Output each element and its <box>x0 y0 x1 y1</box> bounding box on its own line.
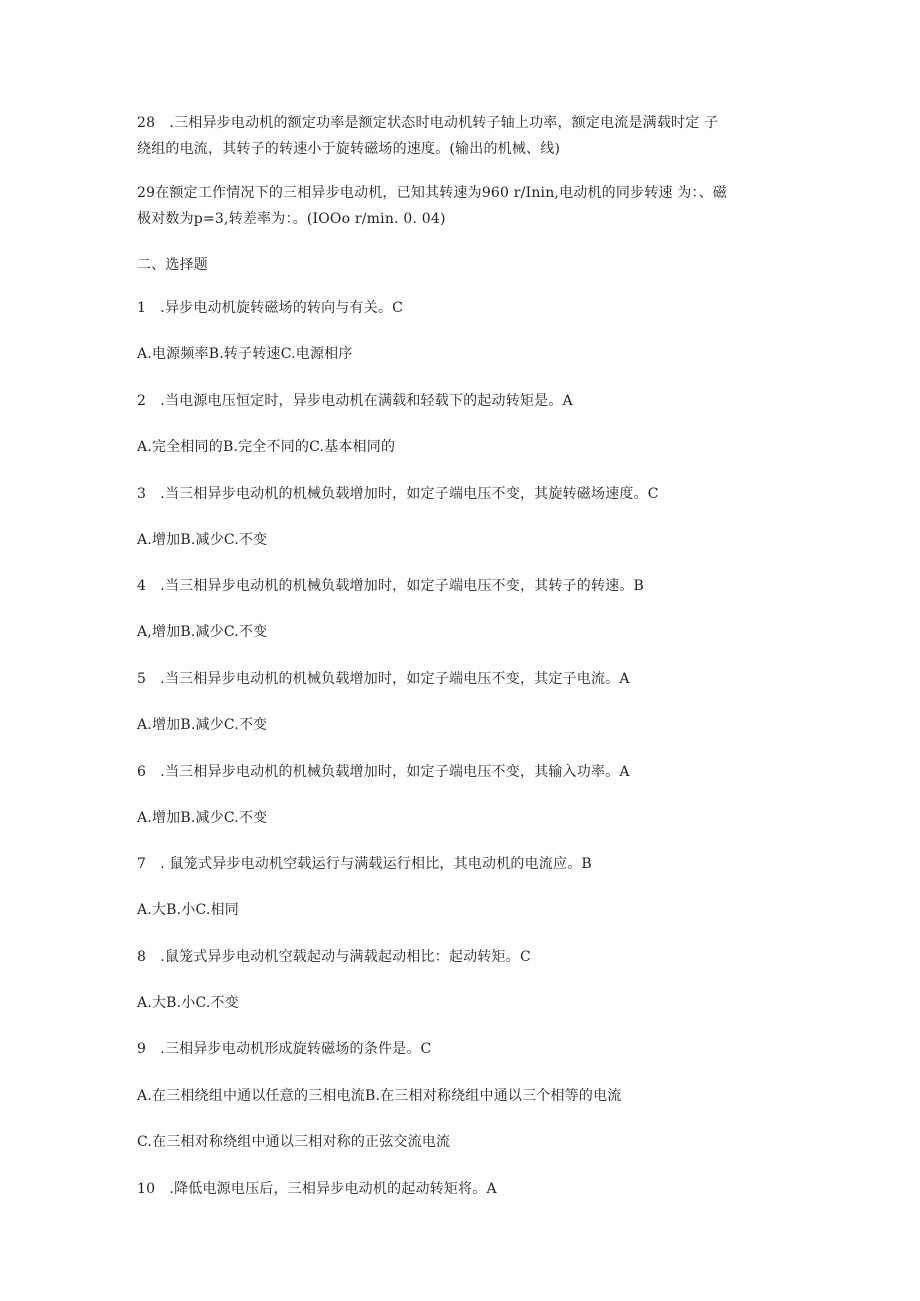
question-8-options: A.大B.小C.不变 <box>137 995 239 1011</box>
question-4-options: A,增加B.减少C.不变 <box>137 624 268 640</box>
question-10: 10 .降低电源电压后，三相异步电动机的起动转矩将。A <box>137 1181 497 1197</box>
question-7: 7 . 鼠笼式异步电动机空载运行与满载运行相比，其电动机的电流应。B <box>137 856 592 872</box>
paragraph-28 <box>137 113 777 159</box>
question-6: 6 .当三相异步电动机的机械负载增加时，如定子端电压不变，其输入功率。A <box>137 764 630 780</box>
question-3-options: A.增加B.减少C.不变 <box>137 532 268 548</box>
paragraph-line: 29在额定工作情况下的三相异步电动机，已知其转速为960 r/Inin,电动机的同步转速 为：、磁 <box>137 185 728 201</box>
question-1-options: A.电源频率B.转子转速C.电源相序 <box>137 346 353 362</box>
question-4: 4 .当三相异步电动机的机械负载增加时，如定子端电压不变，其转子的转速。B <box>137 578 645 594</box>
question-7-options: A.大B.小C.相同 <box>137 902 239 918</box>
question-5-options: A.增加B.减少C.不变 <box>137 717 268 733</box>
question-8: 8 .鼠笼式异步电动机空载起动与满载起动相比：起动转矩。C <box>137 949 531 965</box>
paragraph-line: 28 .三相异步电动机的额定功率是额定状态时电动机转子轴上功率，额定电流是满载时定 子 <box>137 115 719 131</box>
question-2-options: A.完全相同的B.完全不同的C.基本相同的 <box>137 439 396 455</box>
section-heading: 二、选择题 <box>137 257 208 273</box>
question-3: 3 .当三相异步电动机的机械负载增加时，如定子端电压不变，其旋转磁场速度。C <box>137 486 659 502</box>
question-5: 5 .当三相异步电动机的机械负载增加时，如定子端电压不变，其定子电流。A <box>137 671 630 687</box>
paragraph-line: 极对数为p=3,转差率为：。(IOOo r∕min. 0. 04) <box>137 211 446 227</box>
paragraph-line: 绕组的电流，其转子的转速小于旋转磁场的速度。(输出的机械、线) <box>137 141 561 157</box>
question-9-option-line: C.在三相对称绕组中通以三相对称的正弦交流电流 <box>137 1134 451 1150</box>
question-9: 9 .三相异步电动机形成旋转磁场的条件是。C <box>137 1041 432 1057</box>
question-2: 2 .当电源电压恒定时，异步电动机在满载和轻载下的起动转矩是。A <box>137 393 573 409</box>
question-9-option-line: A.在三相绕组中通以任意的三相电流B.在三相对称绕组中通以三个相等的电流 <box>137 1088 622 1104</box>
question-6-options: A.增加B.减少C.不变 <box>137 810 268 826</box>
question-1: 1 .异步电动机旋转磁场的转向与有关。C <box>137 300 404 316</box>
paragraph-29 <box>137 183 777 229</box>
